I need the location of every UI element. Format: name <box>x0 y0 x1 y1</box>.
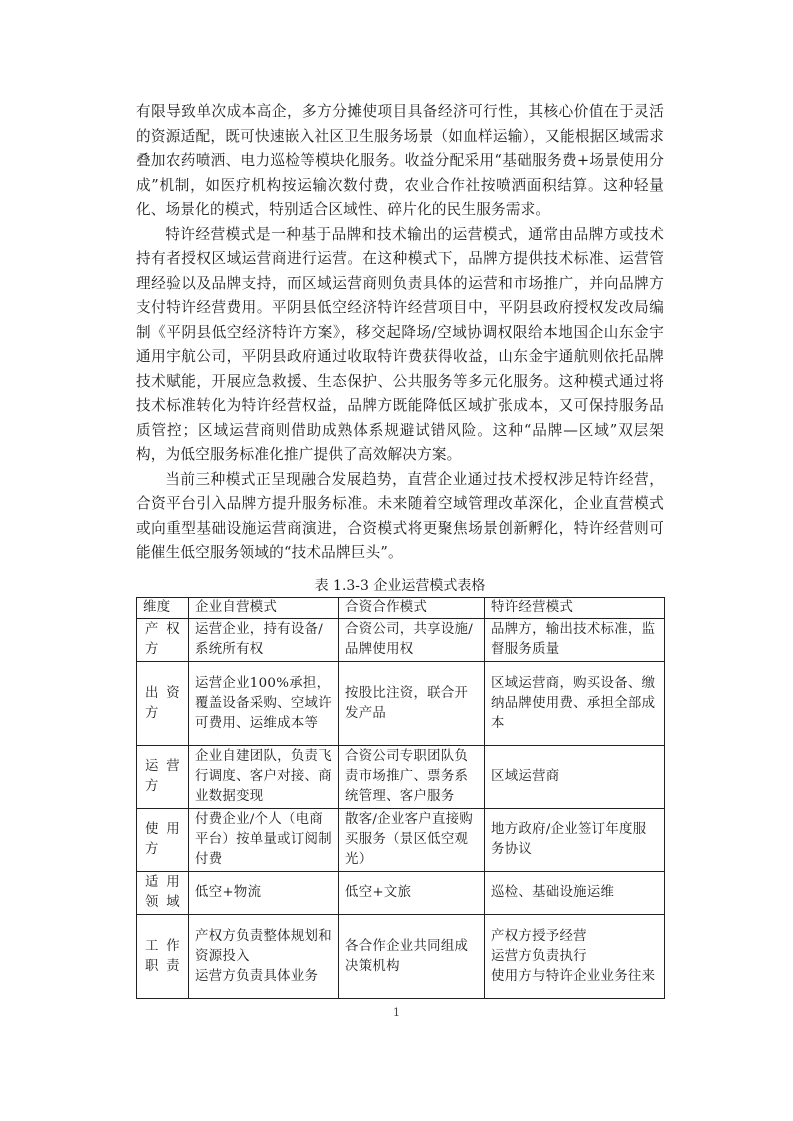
header-cell: 维度 <box>137 598 189 619</box>
header-cell: 特许经营模式 <box>485 598 665 619</box>
table-cell: 按股比注资，联合开发产品 <box>339 662 485 746</box>
table-cell: 产权方授予经营 运营方负责执行 使用方与特许企业业务往来 <box>485 915 665 999</box>
table-cell: 低空+物流 <box>189 872 339 915</box>
page-number: 1 <box>393 1006 400 1019</box>
table-cell: 各合作企业共同组成决策机构 <box>339 915 485 999</box>
table-row <box>137 619 665 662</box>
table-cell: 运营企业100%承担，覆盖设备采购、空域许可费用、运维成本等 <box>189 662 339 746</box>
dimension-cell: 工作职责 <box>137 915 189 999</box>
table-cell: 散客/企业客户直接购买服务（景区低空观光） <box>339 809 485 872</box>
dimension-cell: 出资方 <box>137 662 189 746</box>
dimension-cell: 使用方 <box>137 809 189 872</box>
table-cell: 区域运营商 <box>485 746 665 809</box>
table-caption: 表 1.3-3 企业运营模式表格 <box>314 578 486 594</box>
table-cell: 产权方负责整体规划和资源投入 运营方负责具体业务 <box>189 915 339 999</box>
table-cell: 企业自建团队，负责飞行调度、客户对接、商业数据变现 <box>189 746 339 809</box>
table-cell: 合资公司专职团队负责市场推广、票务系统管理、客户服务 <box>339 746 485 809</box>
table-cell: 合资公司，共享设施/品牌使用权 <box>339 619 485 662</box>
dimension-cell: 产权方 <box>137 619 189 662</box>
table-cell: 区域运营商，购买设备、缴纳品牌使用费、承担全部成本 <box>485 662 665 746</box>
table-row <box>137 746 665 809</box>
table-cell: 低空+文旅 <box>339 872 485 915</box>
table-row <box>137 809 665 872</box>
table-cell: 地方政府/企业签订年度服务协议 <box>485 809 665 872</box>
table-cell: 付费企业/个人（电商平台）按单量或订阅制付费 <box>189 809 339 872</box>
body-text <box>136 100 664 566</box>
table-cell: 巡检、基础设施运维 <box>485 872 665 915</box>
header-cell: 企业自营模式 <box>189 598 339 619</box>
table-row <box>137 662 665 746</box>
table-row <box>137 872 665 915</box>
dimension-cell: 运营方 <box>137 746 189 809</box>
table-header-row <box>137 598 665 619</box>
dimension-cell: 适用领域 <box>137 872 189 915</box>
header-cell: 合资合作模式 <box>339 598 485 619</box>
paragraph: 当前三种模式正呈现融合发展趋势，直营企业通过技术授权涉足特许经营，合资平台引入品牌方提升服务标准。未来随着空域管理改革深化，企业直营模式或向重型基础设施运营商演进，合资模式将更聚焦场景创新孵化，特许经营则可能催生低空服务领域的“技术品牌巨头”。 <box>136 470 664 561</box>
paragraph: 有限导致单次成本高企，多方分摊使项目具备经济可行性，其核心价值在于灵活的资源适配，既可快速嵌入社区卫生服务场景（如血样运输），又能根据区域需求叠加农药喷洒、电力巡检等模块化服务。收益分配采用“基础服务费+场景使用分成”机制，如医疗机构按运输次数付费，农业合作社按喷洒面积结算。这种轻量化、场景化的模式，特别适合区域性、碎片化的民生服务需求。 <box>136 103 664 218</box>
paragraph: 特许经营模式是一种基于品牌和技术输出的运营模式，通常由品牌方或技术持有者授权区域运营商进行运营。在这种模式下，品牌方提供技术标准、运营管理经验以及品牌支持，而区域运营商则负责具体的运营和市场推广，并向品牌方支付特许经营费用。平阴县低空经济特许经营项目中，平阴县政府授权发改局编制《平阴县低空经济特许方案》，移交起降场/空域协调权限给本地国企山东金宇通用宇航公司，平阴县政府通过收取特许费获得收益，山东金宇通航则依托品牌技术赋能，开展应急救援、生态保护、公共服务等多元化服务。这种模式通过将技术标准转化为特许经营权益，品牌方既能降低区域扩张成本，又可保持服务品质管控；区域运营商则借助成熟体系规避试错风险。这种“品牌—区域”双层架构，为低空服务标准化推广提供了高效解决方案。 <box>136 225 664 463</box>
operating-modes-table <box>136 597 665 999</box>
table-cell: 品牌方，输出技术标准，监督服务质量 <box>485 619 665 662</box>
table-cell: 运营企业，持有设备/系统所有权 <box>189 619 339 662</box>
table-row <box>137 915 665 999</box>
